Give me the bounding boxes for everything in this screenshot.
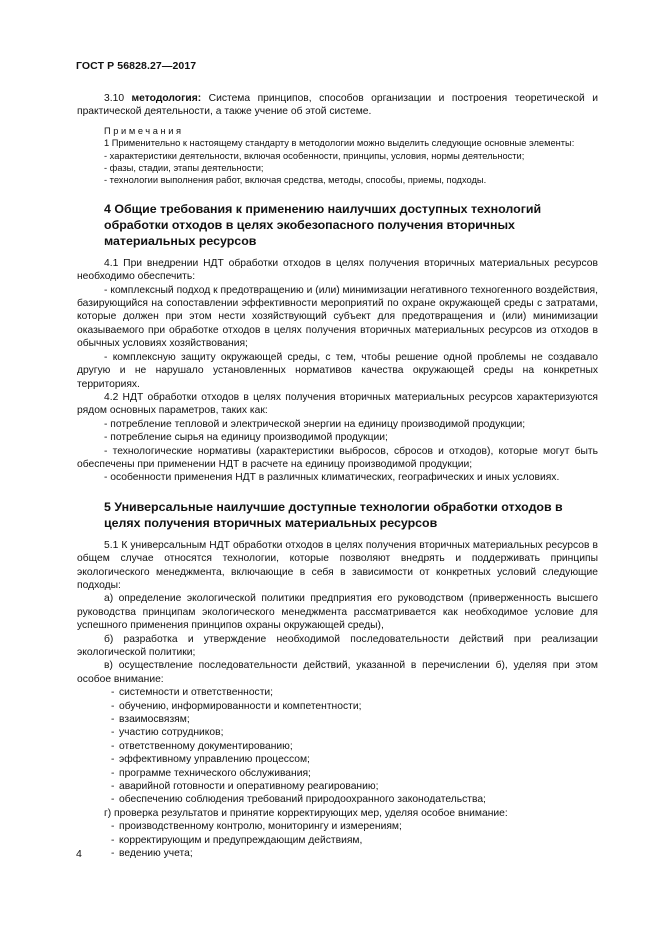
paragraph-4-2: 4.2 НДТ обработки отходов в целях получения вторичных материальных ресурсов характеризуются рядом основных параметров, таких как:	[77, 391, 598, 417]
list-item: - программе технического обслуживания;	[111, 767, 311, 779]
notes-title: Примечания	[104, 125, 184, 136]
paragraph-4-1: 4.1 При внедрении НДТ обработки отходов в целях получения вторичных материальных ресурсов необходимо обеспечить:	[77, 257, 598, 283]
list-item: - эффективному управлению процессом;	[111, 754, 310, 766]
term-definition: Система принципов, способов организации и построения теоретической и практической деятельности, а также учение об этой системе.	[77, 93, 598, 118]
item-g: г) проверка результатов и принятие корректирующих мер, уделяя особое внимание:	[104, 807, 508, 819]
notes-block	[77, 125, 598, 187]
document-id: ГОСТ Р 56828.27—2017	[76, 60, 197, 72]
list-item: - аварийной готовности и оперативному реагированию;	[111, 781, 379, 793]
section-5-heading: 5 Универсальные наилучшие доступные технологии обработки отходов в целях получения вторичных материальных ресурсов	[104, 499, 563, 530]
section-4-heading: 4 Общие требования к применению наилучших доступных технологий обработки отходов в целях экобезопасного получения вторичных материальных ресурсов	[104, 201, 542, 248]
item-b: б) разработка и утверждение необходимой последовательности действий при реализации экологической политики;	[77, 633, 598, 658]
item-v-list	[77, 686, 598, 807]
paragraph-5-1: 5.1 К универсальным НДТ обработки отходов в целях получения вторичных материальных ресурсов в общем случае относятся технологии, которые позволяют внедрять и поддерживать принципы экологического менеджмента, включающие в себя в зависимости от конкретных условий следующие подходы:	[77, 539, 598, 591]
list-item: - производственному контролю, мониторингу и измерениям;	[111, 821, 402, 833]
list-item: - особенности применения НДТ в различных климатических, географических и иных условиях.	[104, 472, 560, 484]
list-item: - системности и ответственности;	[111, 687, 274, 699]
definition-3-10	[77, 92, 598, 119]
list-item: - комплексный подход к предотвращению и (или) минимизации негативного техногенного воздействия, базирующийся на сопоставлении эффективности мероприятий по охране окружающей среды с затратами, которые должен при этом нести хозяйствующий субъект для предотвращения и (или) минимизации оказываемого при обработке отходов в целях получения вторичных материальных ресурсов из отходов в обычных условиях хозяйствования;	[77, 284, 598, 350]
clause-number: 3.10	[104, 93, 125, 104]
list-item: - технологические нормативы (характеристики выбросов, сбросов и отходов), которые могут быть обеспечены при применении НДТ в расчете на единицу производимой продукции;	[77, 445, 598, 470]
list-item: - ведению учета;	[111, 848, 193, 860]
note-line: - характеристики деятельности, включая особенности, принципы, условия, нормы деятельности;	[104, 150, 525, 161]
list-item: - обучению, информированности и компетентности;	[111, 700, 362, 712]
list-item: - обеспечению соблюдения требований природоохранного законодательства;	[111, 794, 486, 806]
list-item: - комплексную защиту окружающей среды, с тем, чтобы решение одной проблемы не создавало другую и не нарушало установленных нормативов качества окружающей среды на конкретных территориях.	[77, 351, 598, 390]
page-content	[77, 92, 598, 861]
list-item: - ответственному документированию;	[111, 740, 293, 752]
list-item: - участию сотрудников;	[111, 727, 224, 739]
list-item: - корректирующим и предупреждающим действиям,	[111, 834, 363, 846]
term: методология:	[131, 93, 202, 104]
item-a: а) определение экологической политики предприятия его руководством (приверженность высшего руководства принципам экологического менеджмента рассматривается как необходимое условие для успешного применения принципов охраны окружающей среды),	[77, 593, 598, 632]
note-line: - фазы, стадии, этапы деятельности;	[104, 163, 264, 174]
list-item: - потребление тепловой и электрической энергии на единицу производимой продукции;	[104, 418, 526, 430]
note-line: 1 Применительно к настоящему стандарту в методологии можно выделить следующие основные элементы:	[104, 138, 575, 149]
item-v: в) осуществление последовательности действий, указанной в перечислении б), уделяя при этом особое внимание:	[77, 660, 598, 685]
list-item: - потребление сырья на единицу производимой продукции;	[104, 432, 388, 444]
list-item: - взаимосвязям;	[111, 714, 190, 726]
item-g-list	[77, 820, 598, 860]
page-number: 4	[76, 848, 82, 860]
note-line: - технологии выполнения работ, включая средства, методы, способы, приемы, подходы.	[104, 175, 487, 186]
